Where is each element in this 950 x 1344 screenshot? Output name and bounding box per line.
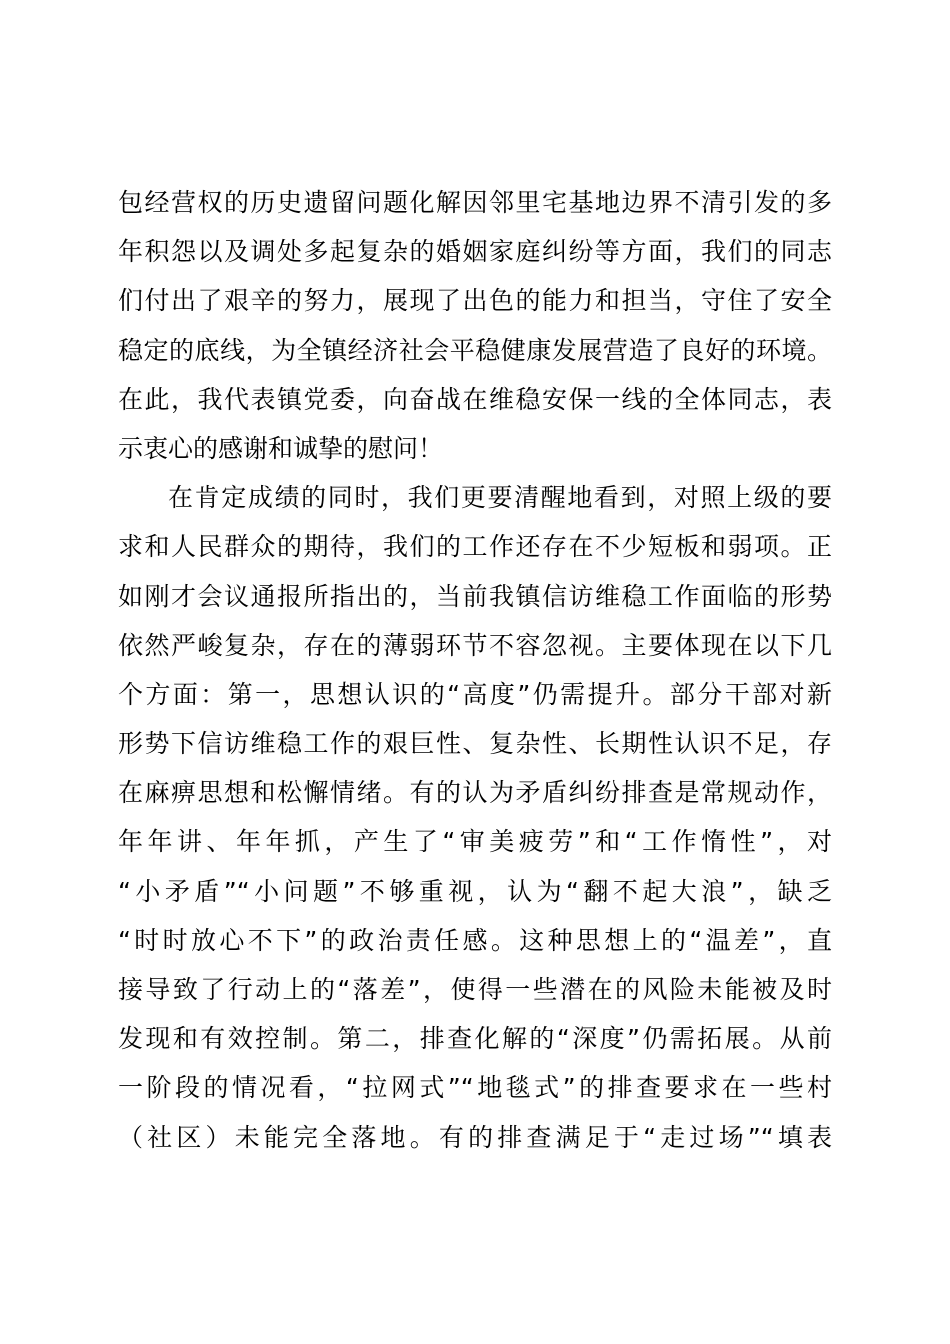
text-line-paragraph-start: 在肯定成绩的同时，我们更要清醒地看到，对照上级的要 bbox=[168, 483, 832, 513]
text-line: 发现和有效控制。第二，排查化解的“深度”仍需拓展。从前 bbox=[118, 1024, 832, 1054]
text-line: 包经营权的历史遗留问题化解因邻里宅基地边界不清引发的多 bbox=[118, 188, 832, 217]
text-line: 一阶段的情况看，“拉网式”“地毯式”的排查要求在一些村 bbox=[118, 1073, 832, 1103]
text-line: 接导致了行动上的“落差”，使得一些潜在的风险未能被及时 bbox=[118, 975, 832, 1004]
text-line: 个方面：第一，思想认识的“高度”仍需提升。部分干部对新 bbox=[118, 679, 832, 709]
text-line: “时时放心不下”的政治责任感。这种思想上的“温差”，直 bbox=[118, 925, 832, 955]
text-line: 依然严峻复杂，存在的薄弱环节不容忽视。主要体现在以下几 bbox=[118, 630, 832, 660]
text-line: 如刚才会议通报所指出的，当前我镇信访维稳工作面临的形势 bbox=[118, 581, 832, 611]
text-line-paragraph-end: 示衷心的感谢和诚挚的慰问！ bbox=[118, 433, 444, 463]
text-line: 在此，我代表镇党委，向奋战在维稳安保一线的全体同志，表 bbox=[118, 384, 832, 414]
text-line: 年积怨以及调处多起复杂的婚姻家庭纠纷等方面，我们的同志 bbox=[118, 237, 832, 267]
document-body bbox=[118, 178, 832, 1162]
text-line: 在麻痹思想和松懈情绪。有的认为矛盾纠纷排查是常规动作， bbox=[118, 778, 832, 808]
text-line: “小矛盾”“小问题”不够重视，认为“翻不起大浪”，缺乏 bbox=[118, 876, 832, 906]
text-line: （社区）未能完全落地。有的排查满足于“走过场”“填表 bbox=[118, 1122, 832, 1152]
text-line: 年年讲、年年抓，产生了“审美疲劳”和“工作惰性”，对 bbox=[118, 827, 832, 857]
text-line: 稳定的底线，为全镇经济社会平稳健康发展营造了良好的环境。 bbox=[118, 335, 832, 365]
text-line: 求和人民群众的期待，我们的工作还存在不少短板和弱项。正 bbox=[118, 532, 832, 562]
text-line: 形势下信访维稳工作的艰巨性、复杂性、长期性认识不足，存 bbox=[118, 729, 832, 759]
text-line: 们付出了艰辛的努力，展现了出色的能力和担当，守住了安全 bbox=[118, 286, 832, 316]
